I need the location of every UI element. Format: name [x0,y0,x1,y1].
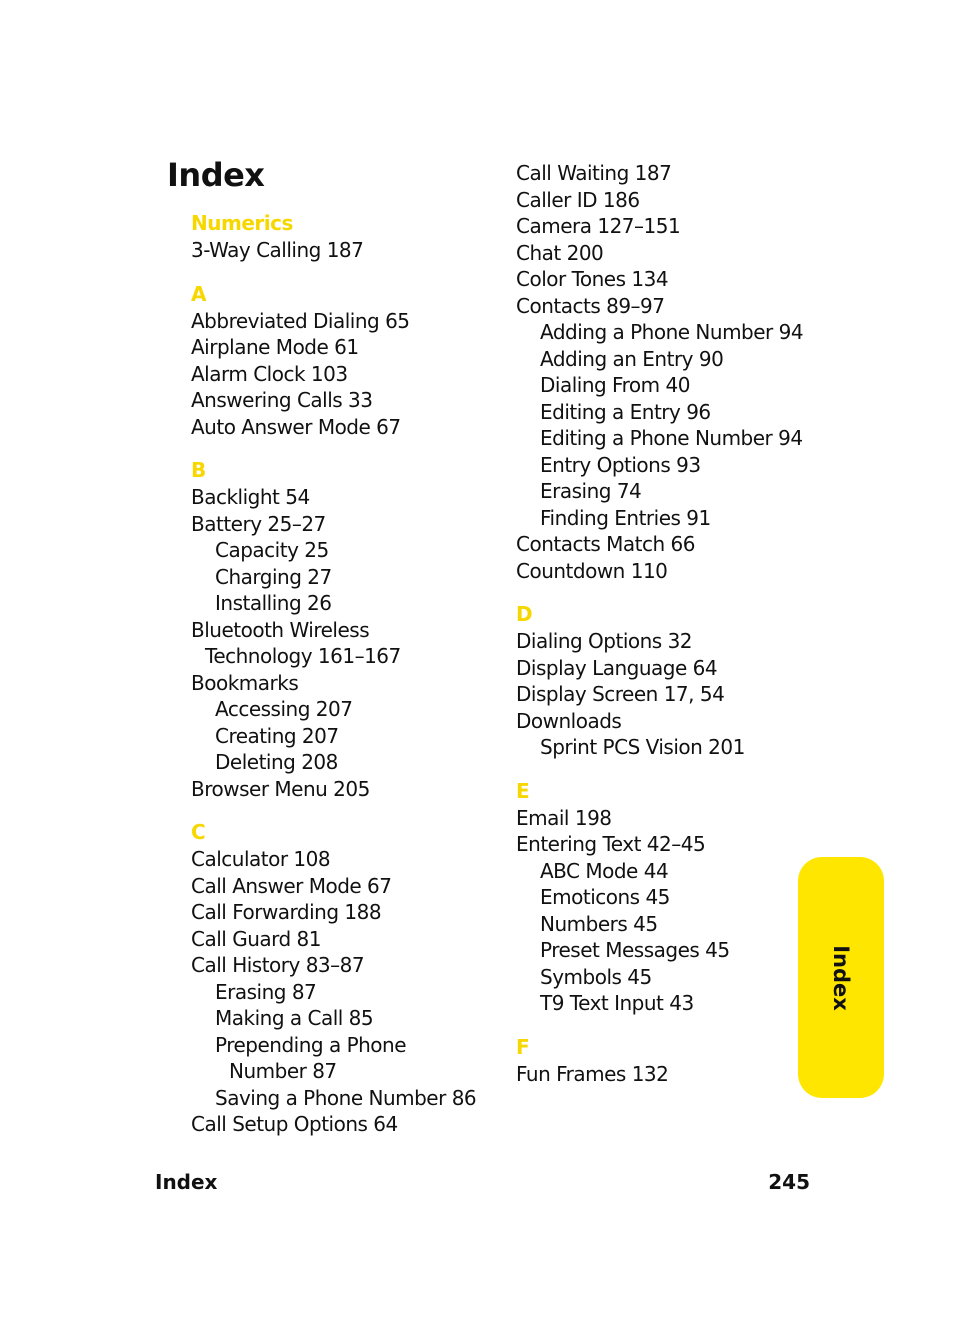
index-subentry: Installing 26 [215,591,332,615]
index-subentry: Adding an Entry 90 [540,346,724,371]
index-subentry: Accessing 207 [215,697,353,721]
index-subentry: Sprint PCS Vision 201 [540,735,745,759]
index-letter-heading: A [191,281,206,306]
index-subentry: Capacity 25 [215,538,329,562]
index-letter-heading: B [191,458,206,482]
index-subentry: Technology 161–167 [205,644,401,668]
index-subentry: Editing a Entry 96 [540,399,711,424]
index-entry: Contacts Match 66 [516,532,695,556]
index-entry: Countdown 110 [516,558,668,583]
index-letter-heading: F [516,1034,530,1059]
index-entry: Alarm Clock 103 [191,361,348,386]
index-subentry: Finding Entries 91 [540,505,711,530]
index-entry: Fun Frames 132 [516,1061,669,1086]
index-entry: Dialing Options 32 [516,629,693,653]
index-subentry: Erasing 87 [215,979,317,1004]
index-entry: Call Guard 81 [191,926,321,951]
index-entry: Email 198 [516,805,612,830]
index-subentry: ABC Mode 44 [540,858,669,883]
index-entry: Entering Text 42–45 [516,832,706,856]
index-subentry: Preset Messages 45 [540,938,730,962]
index-entry: Display Screen 17, 54 [516,682,725,706]
index-entry: Call Answer Mode 67 [191,873,392,898]
index-entry: Call History 83–87 [191,953,365,977]
index-subentry: Prepending a Phone [215,1032,407,1057]
index-entry: Caller ID 186 [516,187,640,212]
index-entry: Bookmarks [191,670,299,695]
index-entry: Call Forwarding 188 [191,900,382,924]
section-tab [798,857,884,1098]
index-entry: Contacts 89–97 [516,293,665,318]
index-entry: Auto Answer Mode 67 [191,414,401,439]
index-entry: Color Tones 134 [516,267,669,291]
footer-section-name: Index [155,1170,218,1194]
index-column-left [191,210,476,1138]
index-subentry: Entry Options 93 [540,452,701,477]
index-entry: Call Waiting 187 [516,161,672,185]
index-entry: Battery 25–27 [191,511,326,536]
index-entry: Airplane Mode 61 [191,335,359,359]
index-subentry: Emoticons 45 [540,885,670,909]
index-subentry: Creating 207 [215,723,339,748]
index-subentry: Deleting 208 [215,750,338,774]
index-column-right [516,160,803,1087]
index-letter-heading: C [191,820,206,844]
index-entry: Backlight 54 [191,485,310,509]
index-entry: Browser Menu 205 [191,776,370,801]
index-entry: Answering Calls 33 [191,388,373,412]
index-subentry: Numbers 45 [540,911,658,936]
index-subentry: Dialing From 40 [540,373,690,397]
index-entry: Camera 127–151 [516,214,681,238]
index-subentry: Charging 27 [215,564,332,589]
footer-page-number: 245 [768,1170,810,1194]
index-entry: Calculator 108 [191,847,331,871]
index-subentry: Erasing 74 [540,479,642,503]
index-subentry: Saving a Phone Number 86 [215,1085,477,1110]
index-subentry: Adding a Phone Number 94 [540,320,804,344]
index-entry: Chat 200 [516,240,604,265]
index-entry: Abbreviated Dialing 65 [191,308,410,333]
index-subentry: T9 Text Input 43 [540,991,694,1015]
index-subentry: Number 87 [229,1059,337,1083]
index-entry: Display Language 64 [516,655,718,680]
index-entry: Call Setup Options 64 [191,1112,398,1136]
index-subentry: Making a Call 85 [215,1006,374,1030]
index-subentry: Symbols 45 [540,964,652,989]
index-letter-heading: Numerics [191,211,293,235]
section-tab-label: Index [829,944,853,1011]
index-entry: Downloads [516,708,622,733]
index-letter-heading: D [516,602,533,626]
index-letter-heading: E [516,778,530,803]
page-title: Index [167,156,265,194]
index-entry: 3-Way Calling 187 [191,238,364,262]
index-entry: Bluetooth Wireless [191,617,370,642]
index-subentry: Editing a Phone Number 94 [540,426,803,450]
